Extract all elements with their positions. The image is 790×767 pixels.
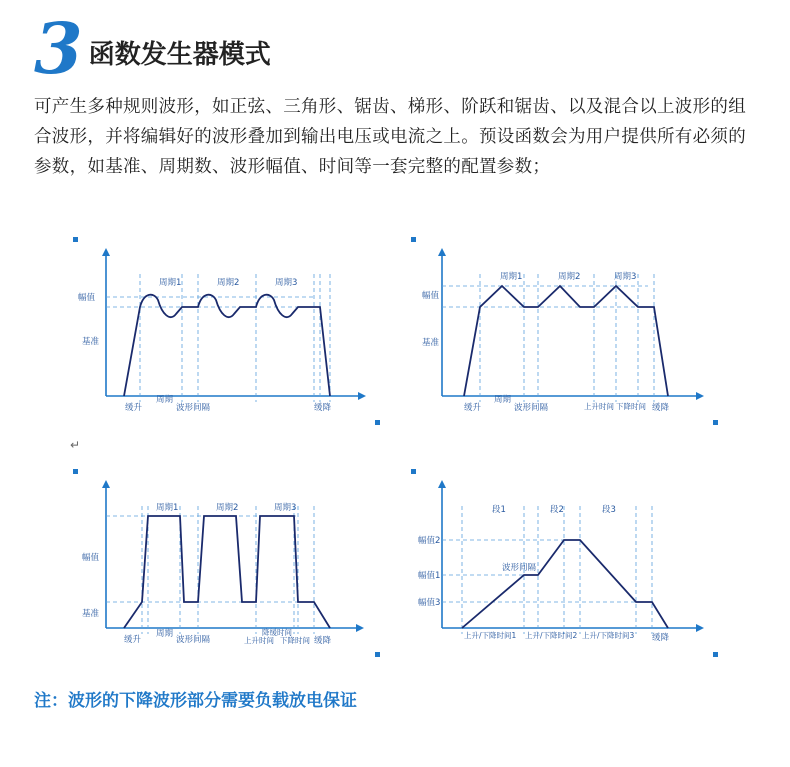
footnote: 注：波形的下降波形部分需要负载放电保证 (34, 691, 357, 711)
corner-marker-br (375, 652, 380, 657)
x-axis-arrow (696, 624, 704, 632)
corner-marker-br (713, 652, 718, 657)
label-period1: 周期1 (500, 272, 523, 282)
corner-marker-br (375, 420, 380, 425)
label-fall-time: 下降时间 (280, 636, 310, 645)
y-axis-arrow (102, 248, 110, 256)
label-baseline: 基准 (82, 337, 100, 347)
label-period1: 周期1 (159, 278, 182, 288)
label-interval: 波形间隔 (514, 403, 549, 413)
label-ramp-down: 缓降 (314, 403, 332, 413)
label-amp2: 幅值2 (418, 536, 441, 546)
square-waveform (124, 516, 330, 628)
x-axis-arrow (696, 392, 704, 400)
y-axis-arrow (438, 248, 446, 256)
triangle-waveform (464, 286, 668, 396)
label-rise-time: 上升时间 (244, 636, 274, 645)
corner-marker-br (713, 420, 718, 425)
label-amp3: 幅值3 (418, 598, 441, 608)
label-amplitude: 幅值 (82, 553, 100, 563)
label-baseline: 基准 (82, 609, 100, 619)
label-amp1: 幅值1 (418, 571, 441, 581)
corner-marker-tl (73, 237, 78, 242)
label-rf2: 上升/下降时间2 (525, 631, 578, 640)
label-period: 周期 (156, 629, 174, 639)
corner-marker-tl (411, 237, 416, 242)
label-ramp-up: 缓升 (464, 403, 482, 413)
label-period3: 周期3 (614, 272, 637, 282)
label-period1: 周期1 (156, 503, 179, 513)
x-axis-arrow (356, 624, 364, 632)
label-rise-time: 上升时间 (584, 402, 614, 411)
segment-waveform (462, 540, 668, 628)
label-ramp-down: 缓降 (652, 633, 670, 643)
label-amplitude: 幅值 (78, 293, 96, 303)
y-axis-arrow (438, 480, 446, 488)
label-period: 周期 (156, 395, 174, 405)
label-seg1: 段1 (492, 505, 506, 515)
label-period3: 周期3 (274, 503, 297, 513)
label-rf1: 上升/下降时间1 (464, 631, 517, 640)
label-amplitude: 幅值 (422, 291, 440, 301)
label-ramp-down: 缓降 (652, 403, 670, 413)
label-period3: 周期3 (275, 278, 298, 288)
section-number: 3 (34, 7, 81, 90)
label-seg3: 段3 (602, 505, 616, 515)
corner-marker-tl (73, 469, 78, 474)
label-rf3: 上升/下降时间3 (582, 631, 635, 640)
section-header (34, 7, 271, 90)
square-wave-diagram (70, 466, 390, 666)
segment-wave-diagram (408, 466, 728, 666)
label-interval: 波形间隔 (176, 635, 211, 645)
label-fall-delay: 降缓时间 (262, 628, 292, 637)
y-axis-arrow (102, 480, 110, 488)
label-seg2: 段2 (550, 505, 564, 515)
description-paragraph: 可产生多种规则波形，如正弦、三角形、锯齿、梯形、阶跃和锯齿、以及混合以上波形的组合波形，并将编辑好的波形叠加到输出电压或电流之上。预设函数会为用户提供所有必须的参数，如基准、周期数、波形幅值、时间等一套完整的配置参数； (34, 97, 746, 177)
label-ramp-up: 缓升 (125, 403, 143, 413)
sine-wave-diagram (70, 234, 390, 434)
label-baseline: 基准 (422, 338, 440, 348)
x-axis-arrow (358, 392, 366, 400)
label-ramp-up: 缓升 (124, 635, 142, 645)
label-period2: 周期2 (217, 278, 240, 288)
label-ramp-down: 缓降 (314, 636, 332, 646)
return-mark: ↵ (70, 438, 81, 452)
sine-waveform (124, 295, 330, 396)
label-period: 周期 (494, 395, 512, 405)
section-title: 函数发生器模式 (88, 39, 271, 70)
label-interval: 波形间隔 (176, 403, 211, 413)
label-fall-time: 下降时间 (616, 402, 646, 411)
label-period2: 周期2 (216, 503, 239, 513)
corner-marker-tl (411, 469, 416, 474)
label-period2: 周期2 (558, 272, 581, 282)
label-interval: 波形间隔 (502, 563, 537, 573)
triangle-wave-diagram (408, 234, 728, 434)
